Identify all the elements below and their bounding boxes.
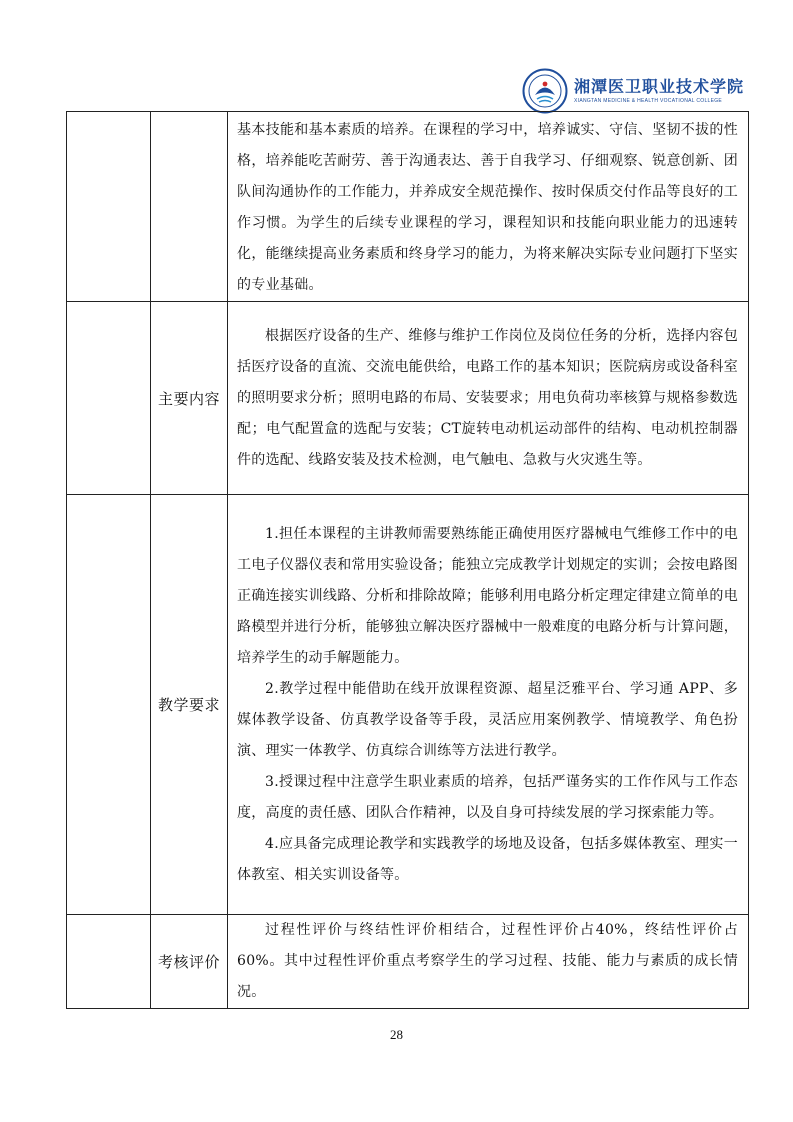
college-seal-icon [522, 68, 568, 114]
table-cell-empty [67, 111, 151, 302]
table-row [67, 495, 749, 915]
table-cell-empty [67, 915, 151, 1009]
table-cell-empty [67, 495, 151, 915]
row-label-teaching-requirements: 教学要求 [151, 495, 228, 915]
paragraph: 过程性评价与终结性评价相结合，过程性评价占40%，终结性评价占60%。其中过程性评价重点考察学生的学习过程、技能、能力与素质的成长情况。 [237, 922, 738, 1000]
paragraph: 4.应具备完成理论教学和实践教学的场地及设备，包括多媒体教室、理实一体教室、相关实训设备等。 [237, 835, 738, 883]
paragraph: 3.授课过程中注意学生职业素质的培养，包括严谨务实的工作作风与工作态度，高度的责任感、团队合作精神，以及自身可持续发展的学习探索能力等。 [237, 773, 738, 821]
row-content-teaching-requirements [228, 495, 749, 915]
logo-english-name: XIANGTAN MEDICINE & HEALTH VOCATIONAL COLLEGE [574, 98, 723, 104]
row-content-objectives [228, 111, 749, 302]
row-label-main-content: 主要内容 [151, 302, 228, 495]
row-content-assessment [228, 915, 749, 1009]
course-table [66, 111, 749, 1009]
row-content-main-content [228, 302, 749, 495]
paragraph: 基本技能和基本素质的培养。在课程的学习中，培养诚实、守信、坚韧不拔的性格，培养能吃苦耐劳、善于沟通表达、善于自我学习、仔细观察、锐意创新、团队间沟通协作的工作能力，并养成安全规范操作、按时保质交付作品等良好的工作习惯。为学生的后续专业课程的学习，课程知识和技能向职业能力的迅速转化，能继续提高业务素质和终身学习的能力，为将来解决实际专业问题打下坚实的专业基础。 [237, 122, 738, 293]
table-row [67, 111, 749, 302]
college-logo [522, 68, 744, 114]
paragraph: 2.教学过程中能借助在线开放课程资源、超星泛雅平台、学习通 APP、多媒体教学设备、仿真教学设备等手段，灵活应用案例教学、情境教学、角色扮演、理实一体教学、仿真综合训练等方法进行教学。 [237, 680, 738, 759]
table-row [67, 302, 749, 495]
row-label-empty [151, 111, 228, 302]
table-cell-empty [67, 302, 151, 495]
row-label-assessment: 考核评价 [151, 915, 228, 1009]
paragraph: 根据医疗设备的生产、维修与维护工作岗位及岗位任务的分析，选择内容包括医疗设备的直流、交流电能供给，电路工作的基本知识；医院病房或设备科室的照明要求分析；照明电路的布局、安装要求；用电负荷功率核算与规格参数选配；电气配置盒的选配与安装；CT旋转电动机运动部件的结构、电动机控制器件的选配、线路安装及技术检测，电气触电、急救与火灾逃生等。 [237, 327, 738, 468]
page-number: 28 [390, 1027, 403, 1042]
table-row [67, 915, 749, 1009]
logo-chinese-name: 湘潭医卫职业技术学院 [574, 77, 745, 96]
paragraph: 1.担任本课程的主讲教师需要熟练能正确使用医疗器械电气维修工作中的电工电子仪器仪表和常用实验设备；能独立完成教学计划规定的实训；会按电路图正确连接实训线路、分析和排除故障；能够利用电路分析定理定律建立简单的电路模型并进行分析，能够独立解决医疗器械中一般难度的电路分析与计算问题，培养学生的动手解题能力。 [237, 525, 738, 666]
